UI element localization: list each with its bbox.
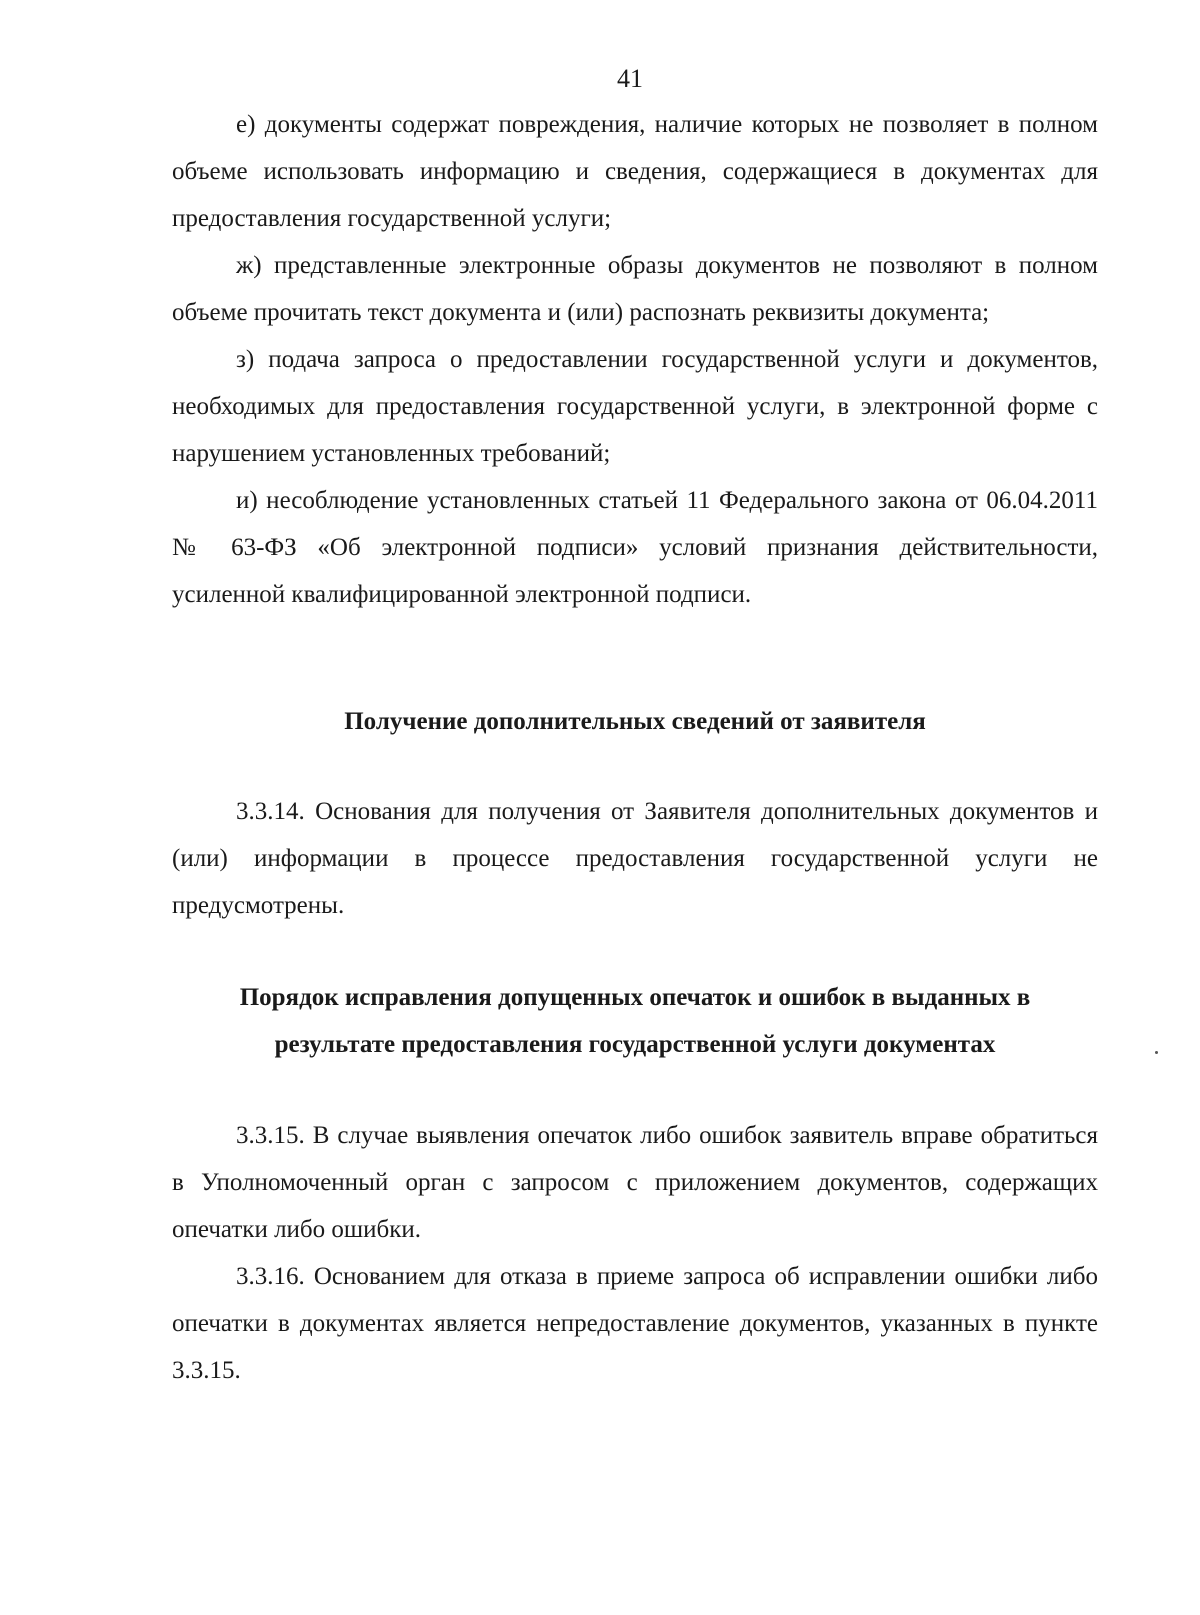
paragraph-z: з) подача запроса о предоставлении государственной услуги и документов, необходимых для предоставления государственной услуги, в электронной форме с нарушением установленных требований;: [172, 346, 1098, 467]
heading-line-1: Порядок исправления допущенных опечаток и ошибок в выданных в: [239, 984, 1031, 1011]
paragraph-i: и) несоблюдение установленных статьей 11 Федерального закона от 06.04.2011 № 63-ФЗ «Об электронной подписи» условий признания действительности, усиленной квалифицированной электронной подписи.: [172, 487, 1098, 608]
paragraph-3-3-16: 3.3.16. Основанием для отказа в приеме запроса об исправлении ошибки либо опечатки в документах является непредоставление документов, указанных в пункте 3.3.15.: [172, 1263, 1098, 1384]
section-heading-additional-info: [172, 698, 1098, 745]
section1-body: [172, 788, 1098, 929]
paragraph-e: е) документы содержат повреждения, наличие которых не позволяет в полном объеме использовать информацию и сведения, содержащиеся в документах для предоставления государственной услуги;: [172, 111, 1098, 232]
scan-speck: [1155, 1051, 1158, 1054]
heading-line-2: результате предоставления государственной услуги документах: [274, 1031, 996, 1058]
top-paragraphs: [172, 101, 1098, 618]
heading-line: Получение дополнительных сведений от заявителя: [344, 708, 926, 735]
paragraph-3-3-15: 3.3.15. В случае выявления опечаток либо ошибок заявитель вправе обратиться в Уполномоченный орган с запросом с приложением документов, содержащих опечатки либо ошибки.: [172, 1122, 1098, 1243]
section2-body: [172, 1112, 1098, 1394]
paragraph-3-3-14: 3.3.14. Основания для получения от Заявителя дополнительных документов и (или) информации в процессе предоставления государственной услуги не предусмотрены.: [172, 798, 1098, 919]
section-heading-corrections: [172, 974, 1098, 1068]
page-number: 41: [617, 64, 643, 93]
paragraph-zh: ж) представленные электронные образы документов не позволяют в полном объеме прочитать текст документа и (или) распознать реквизиты документа;: [172, 252, 1098, 326]
